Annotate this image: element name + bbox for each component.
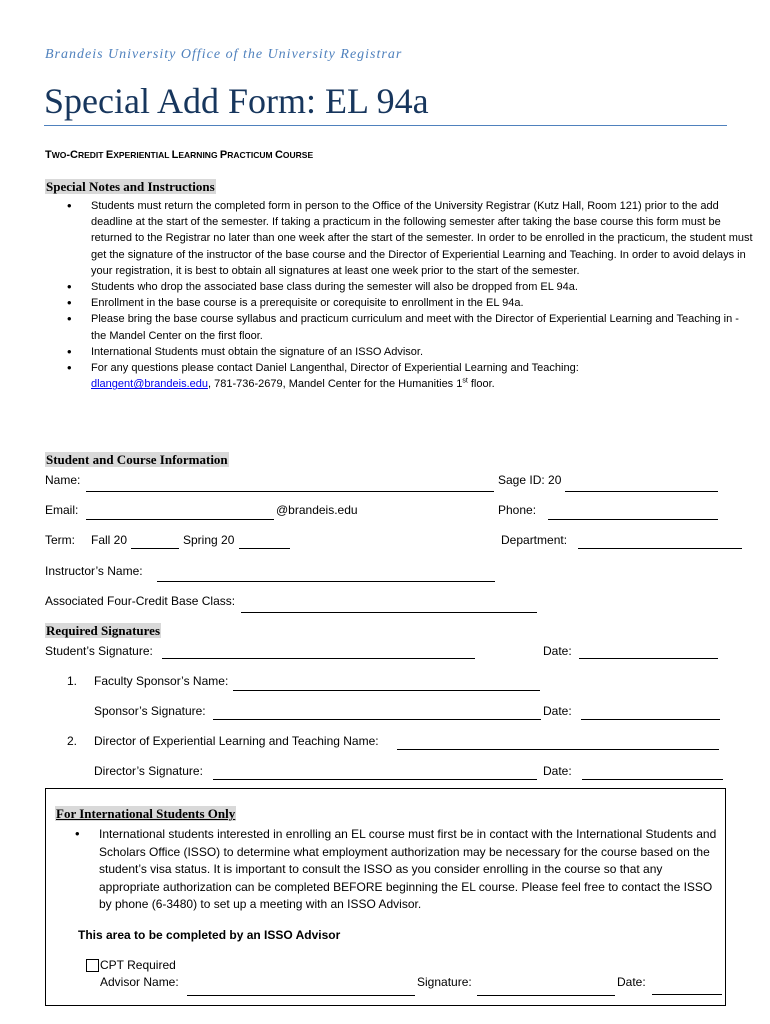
director-signature-field[interactable]: [213, 779, 537, 780]
director-name-field[interactable]: [397, 749, 719, 750]
notes-list: [58, 198, 756, 392]
email-label: Email:: [45, 503, 79, 517]
instructor-label: Instructor’s Name:: [45, 564, 143, 578]
name-label: Name:: [45, 473, 81, 487]
phone-label: Phone:: [498, 503, 537, 517]
student-signature-field[interactable]: [162, 658, 475, 659]
list-item: • Students who drop the associated base class during the semester will also be dropped from EL 94a.: [91, 279, 756, 295]
list-item: • International Students must obtain the signature of an ISSO Advisor.: [91, 344, 756, 360]
international-text: International students interested in enrolling an EL course must first be in contact with the International Students and Scholars Office (ISSO) to determine what employment authorization may be necessary for the course based on the student’s visa status. It is important to consult the ISSO as you consider enrolling in the course so that any appropriate authorization can be completed BEFORE beginning the EL course. Please feel free to contact the ISSO by phone (6-3480) to set up a meeting with an ISSO Advisor.: [99, 827, 717, 911]
notes-heading: Special Notes and Instructions: [46, 179, 215, 194]
student-date-label: Date:: [543, 644, 572, 658]
cpt-required-checkbox[interactable]: [86, 959, 99, 972]
fall-label: Fall 20: [91, 533, 128, 547]
name-field[interactable]: [86, 491, 494, 492]
signatures-heading: Required Signatures: [46, 623, 161, 638]
instructor-field[interactable]: [157, 581, 495, 582]
fall-year-field[interactable]: [131, 548, 179, 549]
cpt-required-label: CPT Required: [100, 958, 176, 972]
faculty-sponsor-label: Faculty Sponsor’s Name:: [94, 674, 229, 688]
list-item: • Please bring the base course syllabus and practicum curriculum and meet with the Director of Experiential Learning and Teaching in - the Mandel Center on the first floor.: [91, 311, 756, 343]
advisor-signature-label: Signature:: [417, 975, 472, 989]
spring-label: Spring 20: [183, 533, 235, 547]
director-date-field[interactable]: [582, 779, 723, 780]
department-field[interactable]: [578, 548, 742, 549]
director-date-label: Date:: [543, 764, 572, 778]
student-date-field[interactable]: [579, 658, 718, 659]
student-info-heading: Student and Course Information: [46, 452, 228, 467]
sponsor-signature-field[interactable]: [213, 719, 541, 720]
sponsor-signature-label: Sponsor’s Signature:: [94, 704, 206, 718]
student-signature-label: Student’s Signature:: [45, 644, 153, 658]
faculty-sponsor-field[interactable]: [233, 690, 540, 691]
director-name-label: Director of Experiential Learning and Teaching Name:: [94, 734, 379, 748]
item-number: 1.: [67, 674, 78, 688]
page-title: Special Add Form: EL 94a: [44, 81, 429, 121]
advisor-name-field[interactable]: [187, 995, 415, 996]
advisor-signature-field[interactable]: [477, 995, 615, 996]
sage-id-label: Sage ID: 20: [498, 473, 562, 487]
contact-email-link[interactable]: dlangent@brandeis.edu: [91, 378, 208, 391]
email-field[interactable]: [86, 519, 274, 520]
sponsor-date-label: Date:: [543, 704, 572, 718]
sage-id-field[interactable]: [565, 491, 718, 492]
spring-year-field[interactable]: [239, 548, 290, 549]
advisor-area-heading: This area to be completed by an ISSO Advisor: [78, 928, 341, 942]
advisor-name-label: Advisor Name:: [100, 975, 179, 989]
base-class-label: Associated Four-Credit Base Class:: [45, 594, 236, 608]
advisor-date-field[interactable]: [652, 994, 722, 995]
title-divider: [44, 125, 727, 126]
phone-field[interactable]: [548, 519, 718, 520]
sponsor-date-field[interactable]: [581, 719, 720, 720]
department-label: Department:: [501, 533, 568, 547]
base-class-field[interactable]: [241, 612, 537, 613]
org-header: Brandeis University Office of the University Registrar: [45, 47, 403, 62]
bullet-icon: •: [75, 826, 80, 841]
item-number: 2.: [67, 734, 78, 748]
list-item: • For any questions please contact Daniel Langenthal, Director of Experiential Learning and Teaching: dlangent@brandeis.edu, 781-736-2679, Mandel Center for the Humanities 1st floor.: [91, 360, 756, 392]
international-heading: For International Students Only: [56, 806, 236, 821]
course-subtitle: TWO-CREDIT EXPERIENTIAL LEARNING PRACTICUM COURSE: [45, 149, 314, 161]
list-item: • Students must return the completed form in person to the Office of the University Registrar (Kutz Hall, Room 121) prior to the add deadline at the start of the semester. If taking a practicum in the following semester after taking the base course this form must be returned to the Registrar no later than one week after the start of the semester. In order to be enrolled in the practicum, the student must get the signature of the instructor of the base course and the Director of Experiential Learning and Teaching. In order to avoid delays in your registration, it is best to obtain all signatures at least one week prior to the start of the semester.: [91, 198, 756, 279]
director-signature-label: Director’s Signature:: [94, 764, 203, 778]
advisor-date-label: Date:: [617, 975, 646, 989]
list-item: • Enrollment in the base course is a prerequisite or corequisite to enrollment in the EL 94a.: [91, 295, 756, 311]
term-label: Term:: [45, 533, 75, 547]
email-domain: @brandeis.edu: [276, 503, 358, 517]
